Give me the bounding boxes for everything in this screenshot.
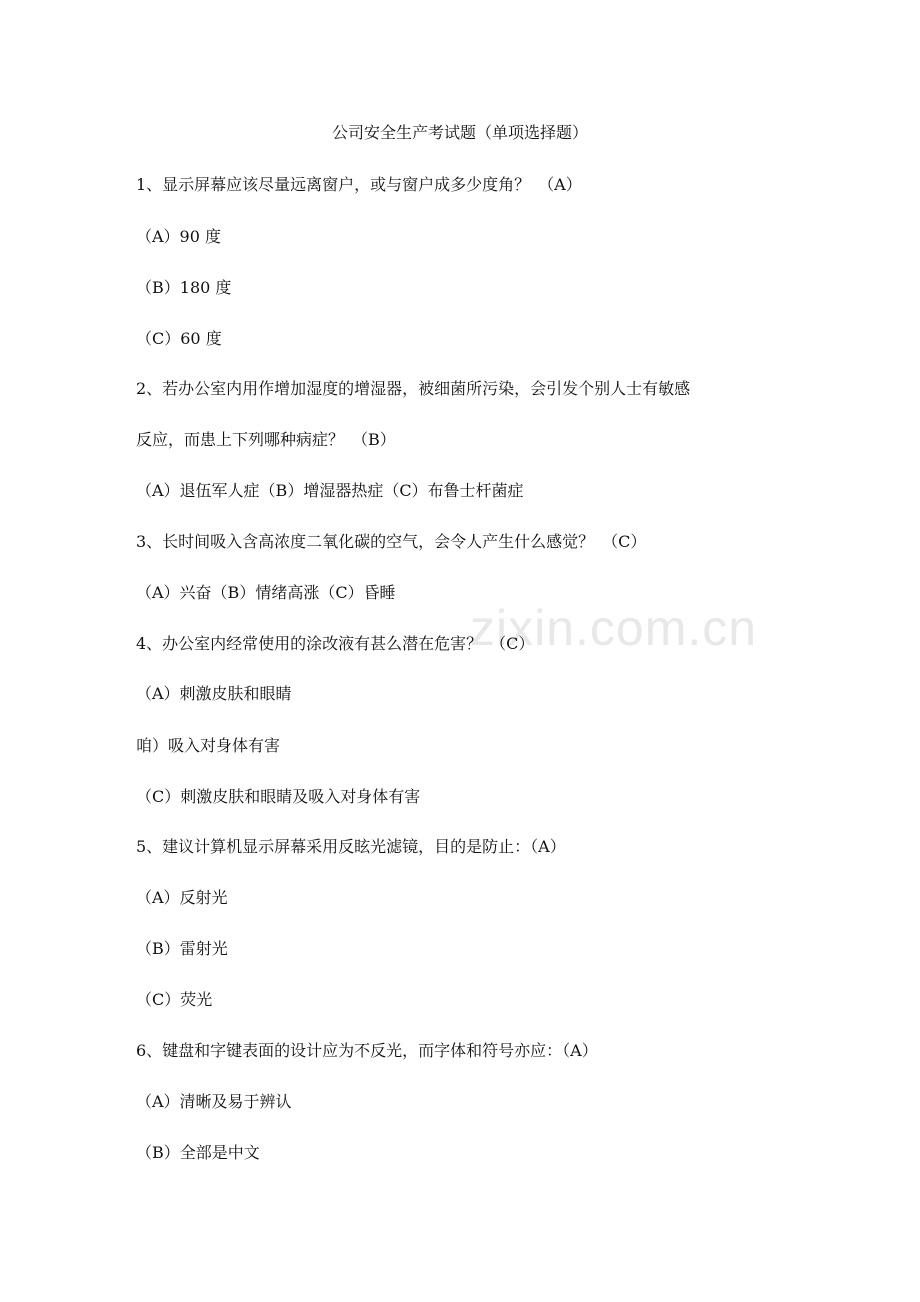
question-1: 1、显示屏幕应该尽量远离窗户，或与窗户成多少度角？ （A） — [136, 175, 582, 194]
question-1-option-b: （B）180 度 — [136, 278, 232, 297]
question-4-option-c: （C）刺激皮肤和眼睛及吸入对身体有害 — [136, 787, 421, 806]
question-1-option-a: （A）90 度 — [136, 227, 222, 246]
watermark: zixin.com.cn — [470, 600, 758, 656]
question-1-option-c: （C）60 度 — [136, 329, 222, 348]
question-3-options: （A）兴奋（B）情绪高涨（C）昏睡 — [136, 583, 396, 602]
question-6-option-a: （A）清晰及易于辨认 — [136, 1092, 292, 1111]
question-5-option-c: （C）荧光 — [136, 990, 213, 1009]
question-4-option-b: 咱）吸入对身体有害 — [136, 736, 281, 755]
question-2-line-2: 反应，而患上下列哪种病症？ （B） — [136, 430, 396, 449]
question-4-option-a: （A）刺激皮肤和眼睛 — [136, 684, 292, 703]
document-title: 公司安全生产考试题（单项选择题） — [331, 123, 588, 142]
question-6-option-b: （B）全部是中文 — [136, 1143, 260, 1162]
question-5-option-b: （B）雷射光 — [136, 939, 228, 958]
question-3: 3、长时间吸入含高浓度二氧化碳的空气，会令人产生什么感觉？ （C） — [136, 532, 647, 551]
question-5-option-a: （A）反射光 — [136, 888, 228, 907]
question-2-line-1: 2、若办公室内用作增加湿度的增湿器，被细菌所污染，会引发个别人士有敏感 — [136, 379, 691, 398]
question-4: 4、办公室内经常使用的涂改液有甚么潜在危害？ （C） — [136, 634, 535, 653]
question-5: 5、建议计算机显示屏幕采用反眩光滤镜，目的是防止：（A） — [136, 837, 566, 856]
question-2-options: （A）退伍军人症（B）增湿器热症（C）布鲁士杆菌症 — [136, 481, 524, 500]
question-6: 6、键盘和字键表面的设计应为不反光，而字体和符号亦应：（A） — [136, 1041, 598, 1060]
